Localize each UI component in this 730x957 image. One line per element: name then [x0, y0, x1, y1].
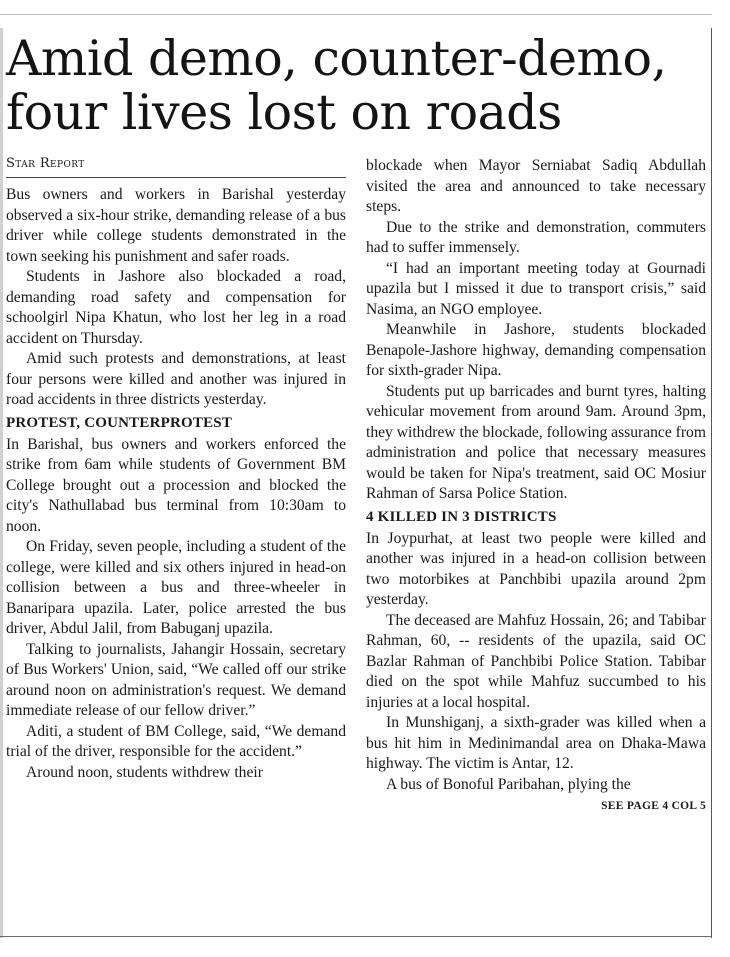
- paragraph: “I had an important meeting today at Gournadi upazila but I missed it due to transport crisis,” said Nasima, an NGO employee.: [366, 259, 706, 318]
- paragraph: Meanwhile in Jashore, students blockaded Benapole-Jashore highway, demanding compensation for sixth-grader Nipa.: [366, 321, 706, 379]
- top-rule: [0, 0, 712, 15]
- paragraph: In Munshiganj, a sixth-grader was killed when a bus hit him in Medinimandal area on Dhaka-Mawa highway. The victim is Antar, 12.: [366, 714, 706, 772]
- paragraph: A bus of Bonoful Paribahan, plying the: [386, 775, 631, 793]
- headline: Amid demo, counter-demo, four lives lost on roads: [6, 30, 667, 141]
- jump-line: SEE PAGE 4 COL 5: [601, 800, 706, 812]
- paragraph: Aditi, a student of BM College, said, “We demand trial of the driver, responsible for the accident.”: [6, 722, 346, 760]
- column-divider: [711, 28, 712, 938]
- article-column-1: [6, 185, 346, 783]
- paragraph: In Joypurhat, at least two people were killed and another was injured in a head-on collision between two motorbikes at Panchbibi upazila around 2pm yesterday.: [366, 529, 706, 608]
- paragraph: Students put up barricades and burnt tyres, halting vehicular movement from around 9am. Around 3pm, they withdrew the blockade, following assurance from administration and police that necessary measures would be taken for Nipa's treatment, said OC Mosiur Rahman of Sarsa Police Station.: [366, 382, 706, 502]
- byline: Star Report: [6, 156, 346, 178]
- paragraph: On Friday, seven people, including a student of the college, were killed and six others injured in head-on collision between a bus and three-wheeler in Banaripara upazila. Later, police arrested the bus driver, Abdul Jalil, from Babuganj upazila.: [6, 538, 346, 637]
- paragraph: Around noon, students withdrew their: [26, 763, 263, 781]
- article-column-2: [366, 156, 706, 817]
- paragraph: In Barishal, bus owners and workers enforced the strike from 6am while students of Government BM College brought out a procession and blocked the city's Nathullabad bus terminal from 10:30am to noon.: [6, 435, 346, 535]
- paragraph: Due to the strike and demonstration, commuters had to suffer immensely.: [366, 218, 706, 256]
- paragraph: Students in Jashore also blockaded a road, demanding road safety and compensation for schoolgirl Nipa Khatun, who lost her leg in a road accident on Thursday.: [6, 268, 346, 347]
- subheading: PROTEST, COUNTERPROTEST: [6, 414, 233, 431]
- paragraph: Amid such protests and demonstrations, at least four persons were killed and another was injured in road accidents in three districts yesterday.: [6, 350, 346, 408]
- subheading: 4 KILLED IN 3 DISTRICTS: [366, 508, 557, 525]
- paragraph: The deceased are Mahfuz Hossain, 26; and Tabibar Rahman, 60, -- residents of the upazila, said OC Bazlar Rahman of Panchbibi Police Station. Tabibar died on the spot while Mahfuz succumbed to his injuries at a local hospital.: [366, 611, 706, 711]
- paragraph: Bus owners and workers in Barishal yesterday observed a six-hour strike, demanding release of a bus driver while college students demonstrated in the town seeking his punishment and safer roads.: [6, 186, 346, 265]
- paragraph: Talking to journalists, Jahangir Hossain, secretary of Bus Workers' Union, said, “We called off our strike around noon on administration's request. We demand immediate release of our fellow driver.”: [6, 640, 346, 719]
- bottom-rule: [0, 936, 712, 937]
- page-edge: [0, 28, 3, 938]
- paragraph: blockade when Mayor Serniabat Sadiq Abdullah visited the area and announced to take necessary steps.: [366, 157, 706, 215]
